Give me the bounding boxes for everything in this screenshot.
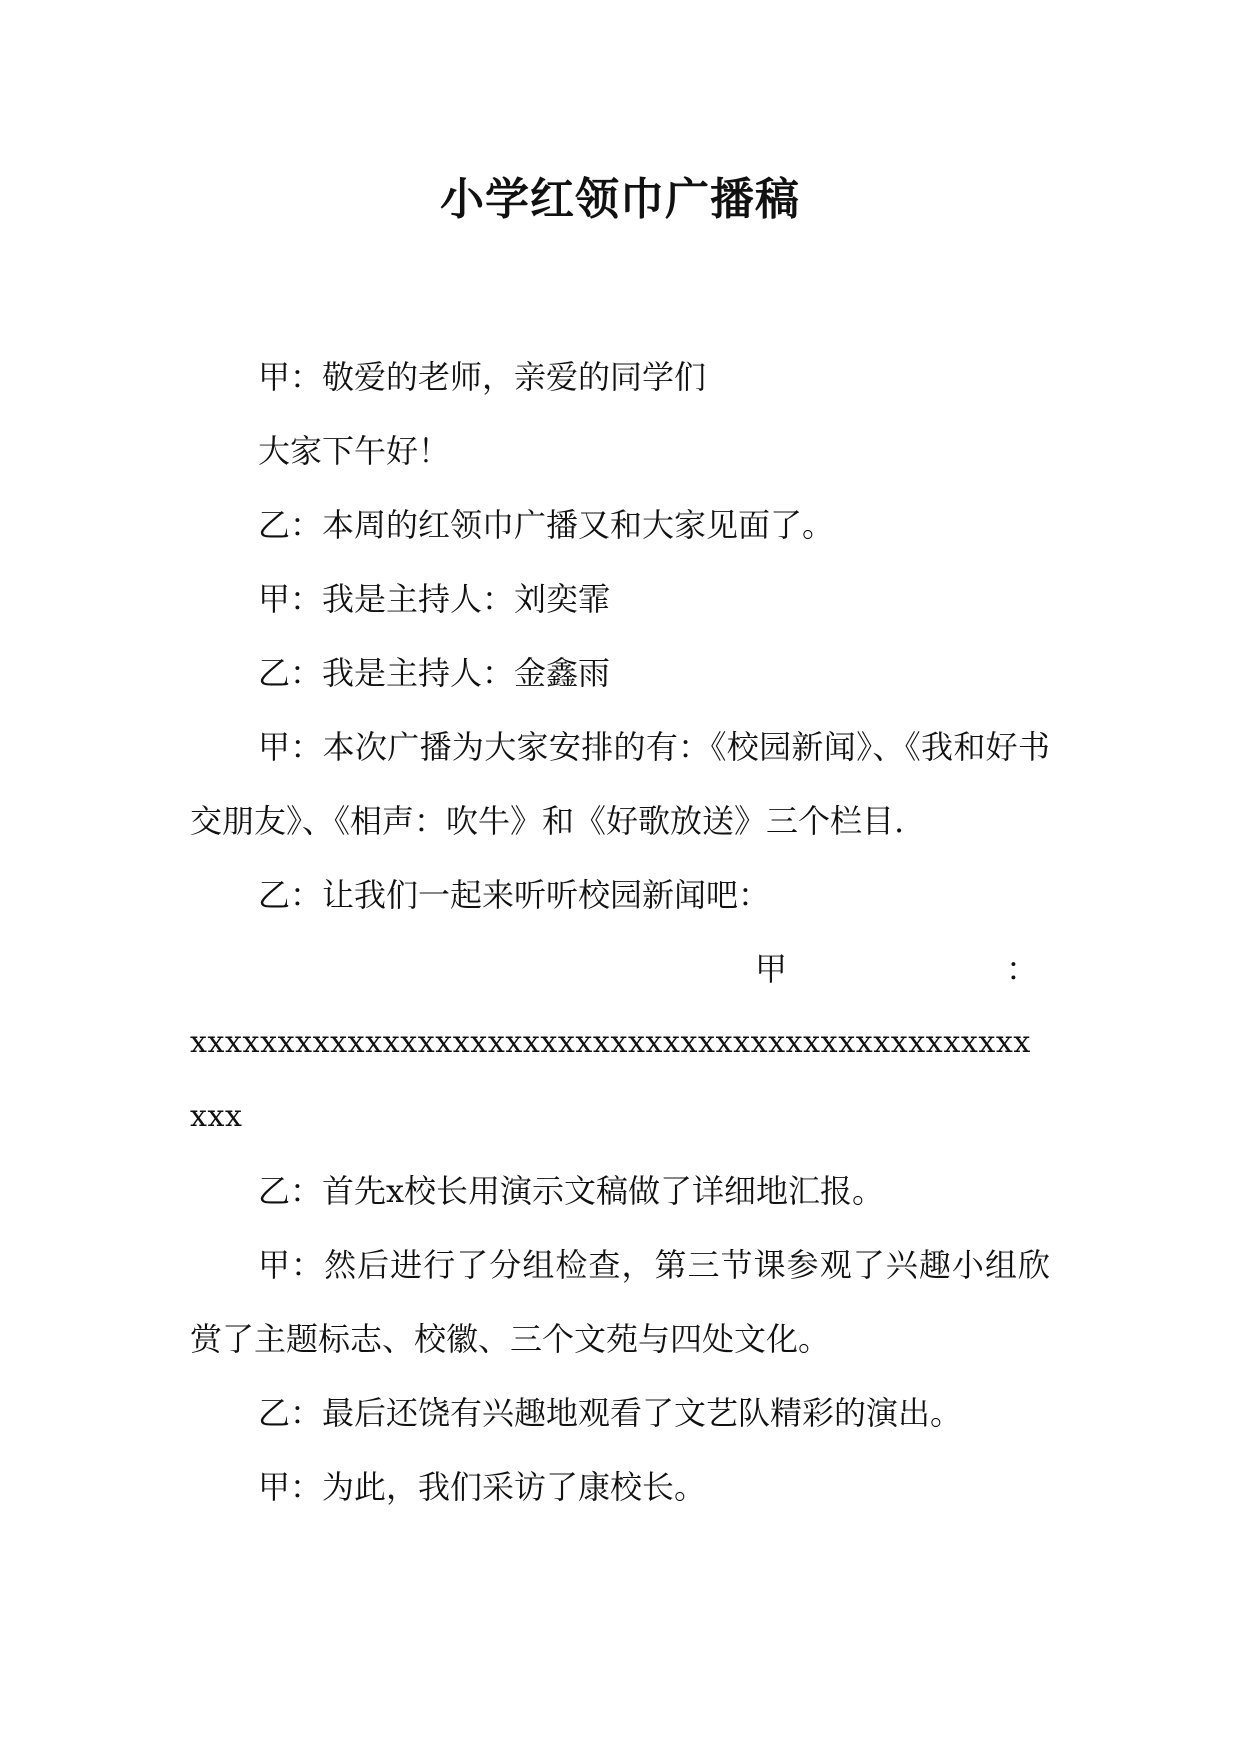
paragraph-report: 乙：首先x校长用演示文稿做了详细地汇报。 bbox=[258, 1172, 885, 1210]
news-speaker-line bbox=[190, 932, 1050, 1006]
news-content-line-2: xxx bbox=[190, 1099, 243, 1134]
paragraph-performance: 乙：最后还饶有兴趣地观看了文艺队精彩的演出。 bbox=[258, 1394, 963, 1432]
document-body bbox=[190, 340, 1050, 1524]
document-title: 小学红领巾广播稿 bbox=[440, 174, 800, 225]
paragraph-news-intro: 乙：让我们一起来听听校园新闻吧： bbox=[258, 876, 771, 914]
paragraph-greeting: 甲：敬爱的老师，亲爱的同学们 bbox=[258, 358, 707, 396]
paragraph-interview: 甲：为此，我们采访了康校长。 bbox=[258, 1468, 707, 1506]
paragraph-program-list: 甲：本次广播为大家安排的有：《校园新闻》、《我和好书交朋友》、《相声：吹牛》和《好歌放送》三个栏目. bbox=[190, 728, 1050, 840]
news-content-line-1: xxxxxxxxxxxxxxxxxxxxxxxxxxxxxxxxxxxxxxxxxxxxxxxx bbox=[190, 1025, 1031, 1060]
paragraph-inspection: 甲：然后进行了分组检查，第三节课参观了兴趣小组欣赏了主题标志、校徽、三个文苑与四处文化。 bbox=[190, 1246, 1050, 1358]
paragraph-host-a: 甲：我是主持人：刘奕霏 bbox=[258, 580, 611, 618]
paragraph-good-afternoon: 大家下午好！ bbox=[258, 432, 451, 470]
paragraph-meet-again: 乙：本周的红领巾广播又和大家见面了。 bbox=[258, 506, 835, 544]
news-speaker: 甲 bbox=[755, 950, 788, 988]
paragraph-host-b: 乙：我是主持人：金鑫雨 bbox=[258, 654, 611, 692]
news-colon: ： bbox=[1005, 950, 1038, 988]
